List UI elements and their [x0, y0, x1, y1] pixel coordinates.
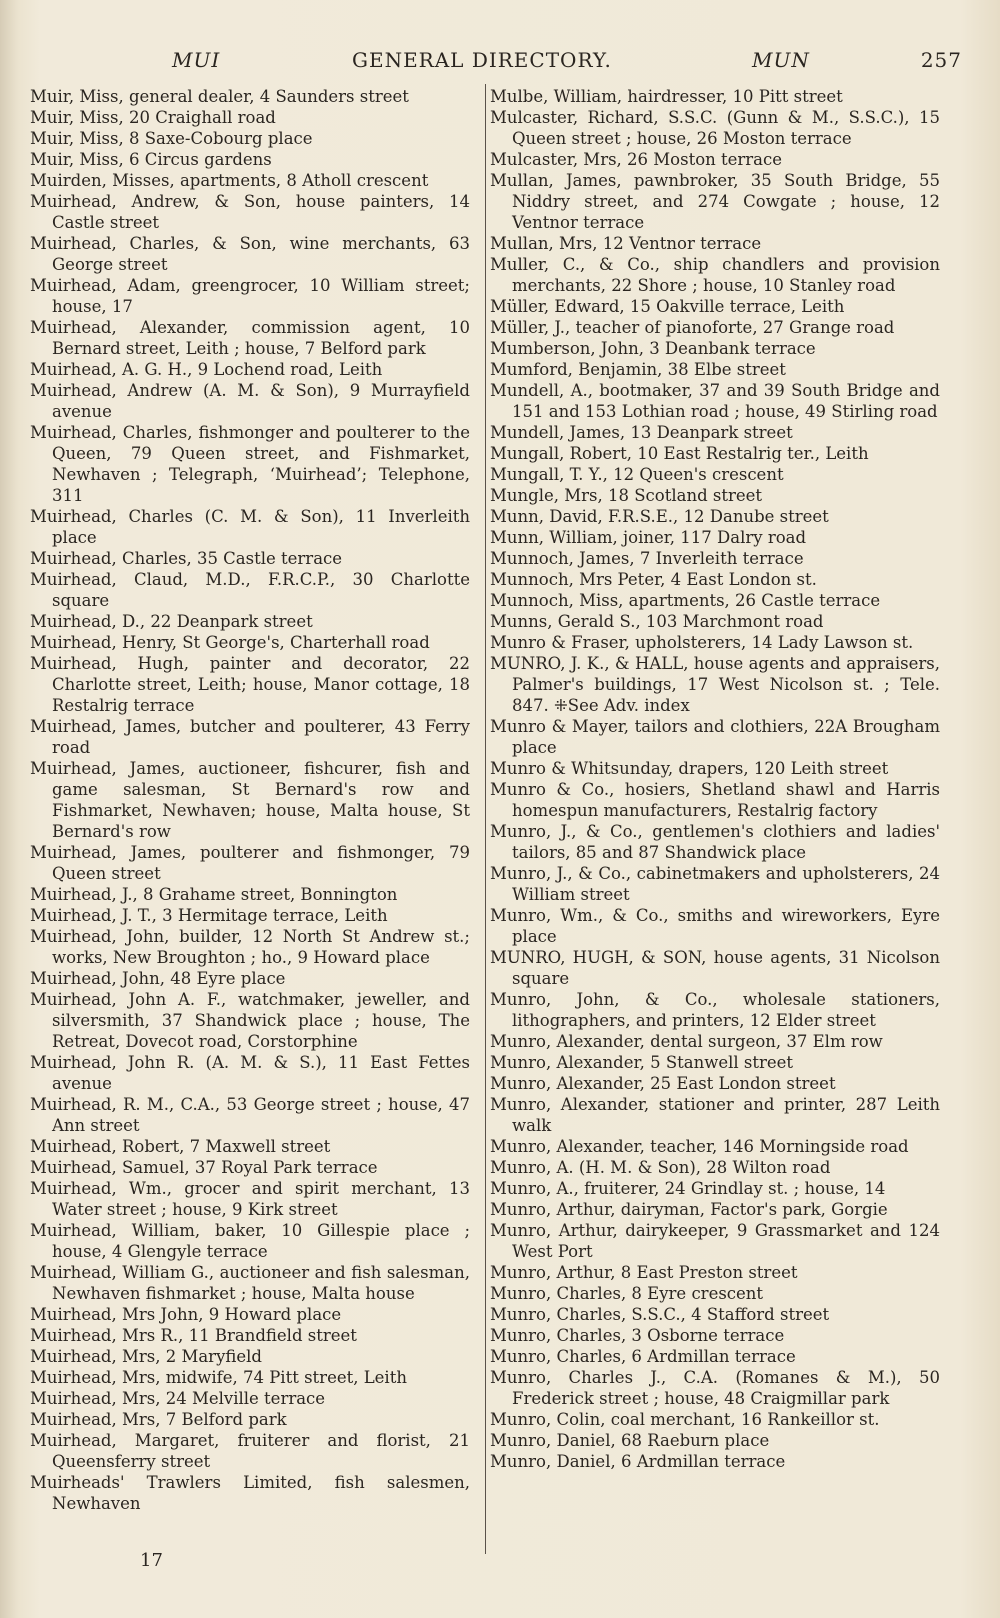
header-right-guide: MUN — [752, 48, 810, 72]
directory-entry: Munnoch, James, 7 Inverleith terrace — [490, 549, 804, 568]
directory-entry: Munro, A., fruiterer, 24 Grindlay st. ; house, 14 — [490, 1179, 886, 1198]
directory-entry: Muirhead, Mrs, 24 Melville terrace — [30, 1389, 326, 1408]
directory-entry: Muirhead, James, poulterer and fishmonger, 79 Queen street — [30, 843, 470, 883]
directory-entry: Muirhead, John, builder, 12 North St Andrew st.; works, New Broughton ; ho., 9 Howard place — [30, 927, 470, 967]
directory-entry: Muirhead, Charles, & Son, wine merchants, 63 George street — [30, 234, 470, 274]
directory-entry: Munro, Charles, S.S.C., 4 Stafford street — [490, 1305, 830, 1324]
header-title: GENERAL DIRECTORY. — [352, 48, 612, 72]
directory-entry: Müller, J., teacher of pianoforte, 27 Grange road — [490, 318, 895, 337]
directory-entry: Mulcaster, Richard, S.S.C. (Gunn & M., S.S.C.), 15 Queen street ; house, 26 Moston terrace — [490, 108, 940, 148]
directory-entry: Muirhead, John, 48 Eyre place — [30, 969, 286, 988]
directory-entry: Munn, William, joiner, 117 Dalry road — [490, 528, 807, 547]
directory-entry: Muirhead, Andrew, & Son, house painters, 14 Castle street — [30, 192, 470, 232]
directory-entry: Munn, David, F.R.S.E., 12 Danube street — [490, 507, 829, 526]
directory-entry: Muirhead, John R. (A. M. & S.), 11 East Fettes avenue — [30, 1053, 470, 1093]
directory-entry: Muirden, Misses, apartments, 8 Atholl crescent — [30, 171, 429, 190]
directory-entry: Mundell, A., bootmaker, 37 and 39 South Bridge and 151 and 153 Lothian road ; house, 49 Stirling road — [490, 381, 940, 421]
directory-entry: MUNRO, J. K., & HALL, house agents and appraisers, Palmer's buildings, 17 West Nicolson st. ; Tele. 847. ⁜See Adv. index — [490, 654, 940, 715]
directory-entry: Munro, Wm., & Co., smiths and wireworkers, Eyre place — [490, 906, 940, 946]
directory-entry: Muirhead, Charles, fishmonger and poulterer to the Queen, 79 Queen street, and Fishmarket, Newhaven ; Telegraph, ‘Muirhead’; Telephone, 311 — [30, 423, 470, 505]
directory-entry: Munro, Charles J., C.A. (Romanes & M.), 50 Frederick street ; house, 48 Craigmillar park — [490, 1368, 940, 1408]
printer-signature: 17 — [140, 1550, 163, 1571]
directory-entry: Muirhead, William G., auctioneer and fish salesman, Newhaven fishmarket ; house, Malta house — [30, 1263, 470, 1303]
directory-entry: Muirhead, Hugh, painter and decorator, 22 Charlotte street, Leith; house, Manor cottage, 18 Restalrig terrace — [30, 654, 470, 715]
directory-entry: Muirhead, Henry, St George's, Charterhall road — [30, 633, 430, 652]
directory-entry: Mungle, Mrs, 18 Scotland street — [490, 486, 763, 505]
directory-entry: Muirhead, Mrs R., 11 Brandfield street — [30, 1326, 357, 1345]
directory-entry: Muirhead, Mrs, 7 Belford park — [30, 1410, 287, 1429]
directory-entry: Muirhead, A. G. H., 9 Lochend road, Leith — [30, 360, 383, 379]
directory-entry: Munro & Mayer, tailors and clothiers, 22A Brougham place — [490, 717, 940, 757]
directory-entry: Muirhead, Claud, M.D., F.R.C.P., 30 Charlotte square — [30, 570, 470, 610]
directory-entry: Mullan, Mrs, 12 Ventnor terrace — [490, 234, 762, 253]
directory-entry: Muirhead, William, baker, 10 Gillespie place ; house, 4 Glengyle terrace — [30, 1221, 470, 1261]
directory-entry: Munns, Gerald S., 103 Marchmont road — [490, 612, 824, 631]
directory-entry: Muirhead, Charles (C. M. & Son), 11 Inverleith place — [30, 507, 470, 547]
directory-entry: Muir, Miss, 6 Circus gardens — [30, 150, 272, 169]
running-header — [32, 48, 962, 76]
directory-entry: Mulcaster, Mrs, 26 Moston terrace — [490, 150, 783, 169]
directory-entry: Munro, Arthur, dairyman, Factor's park, Gorgie — [490, 1200, 888, 1219]
directory-entry: Munro, Charles, 6 Ardmillan terrace — [490, 1347, 796, 1366]
directory-entry: Munro, Daniel, 6 Ardmillan terrace — [490, 1452, 786, 1471]
directory-entry: Munro, Alexander, dental surgeon, 37 Elm row — [490, 1032, 883, 1051]
header-left-guide: MUI — [172, 48, 221, 72]
directory-entry: Munro, Charles, 3 Osborne terrace — [490, 1326, 785, 1345]
directory-entry: Müller, Edward, 15 Oakville terrace, Leith — [490, 297, 845, 316]
directory-entry: Muirheads' Trawlers Limited, fish salesmen, Newhaven — [30, 1473, 470, 1513]
directory-entry: Munro, Daniel, 68 Raeburn place — [490, 1431, 770, 1450]
directory-entry: Muller, C., & Co., ship chandlers and provision merchants, 22 Shore ; house, 10 Stanley road — [490, 255, 940, 295]
directory-entry: Muirhead, James, butcher and poulterer, 43 Ferry road — [30, 717, 470, 757]
directory-entry: Munro, Arthur, 8 East Preston street — [490, 1263, 798, 1282]
column-divider — [485, 84, 486, 1554]
directory-entry: Munnoch, Miss, apartments, 26 Castle terrace — [490, 591, 881, 610]
directory-entry: Munro & Whitsunday, drapers, 120 Leith street — [490, 759, 889, 778]
directory-entry: Munro, J., & Co., gentlemen's clothiers and ladies' tailors, 85 and 87 Shandwick place — [490, 822, 940, 862]
directory-entry: Mungall, T. Y., 12 Queen's crescent — [490, 465, 784, 484]
left-column — [30, 86, 470, 1514]
directory-entry: Muir, Miss, 20 Craighall road — [30, 108, 276, 127]
directory-entry: Muirhead, R. M., C.A., 53 George street ; house, 47 Ann street — [30, 1095, 470, 1135]
directory-entry: Munro, John, & Co., wholesale stationers, lithographers, and printers, 12 Elder street — [490, 990, 940, 1030]
directory-entry: Muirhead, Mrs, midwife, 74 Pitt street, Leith — [30, 1368, 407, 1387]
directory-entry: Muirhead, Margaret, fruiterer and florist, 21 Queensferry street — [30, 1431, 470, 1471]
directory-entry: Muirhead, Samuel, 37 Royal Park terrace — [30, 1158, 378, 1177]
directory-entry: Munro, Alexander, teacher, 146 Morningside road — [490, 1137, 909, 1156]
directory-entry: Muirhead, John A. F., watchmaker, jeweller, and silversmith, 37 Shandwick place ; house, The Retreat, Dovecot road, Corstorphine — [30, 990, 470, 1051]
directory-entry: Muirhead, Mrs, 2 Maryfield — [30, 1347, 262, 1366]
directory-entry: Munro, Charles, 8 Eyre crescent — [490, 1284, 764, 1303]
directory-entry: Muirhead, Charles, 35 Castle terrace — [30, 549, 343, 568]
directory-entry: Muirhead, J. T., 3 Hermitage terrace, Leith — [30, 906, 388, 925]
directory-entry: Munro & Co., hosiers, Shetland shawl and Harris homespun manufacturers, Restalrig factory — [490, 780, 940, 820]
directory-entry: Muir, Miss, general dealer, 4 Saunders street — [30, 87, 409, 106]
directory-entry: Mullan, James, pawnbroker, 35 South Bridge, 55 Niddry street, and 274 Cowgate ; house, 12 Ventnor terrace — [490, 171, 940, 232]
directory-entry: Munro, Alexander, stationer and printer, 287 Leith walk — [490, 1095, 940, 1135]
directory-entry: MUNRO, HUGH, & SON, house agents, 31 Nicolson square — [490, 948, 940, 988]
directory-entry: Muirhead, James, auctioneer, fishcurer, fish and game salesman, St Bernard's row and Fishmarket, Newhaven; house, Malta house, St Bernard's row — [30, 759, 470, 841]
directory-entry: Mulbe, William, hairdresser, 10 Pitt street — [490, 87, 843, 106]
directory-entry: Muirhead, Robert, 7 Maxwell street — [30, 1137, 331, 1156]
directory-entry: Muirhead, Mrs John, 9 Howard place — [30, 1305, 342, 1324]
directory-entry: Munro, Arthur, dairykeeper, 9 Grassmarket and 124 West Port — [490, 1221, 940, 1261]
directory-entry: Mungall, Robert, 10 East Restalrig ter., Leith — [490, 444, 869, 463]
directory-entry: Muirhead, Adam, greengrocer, 10 William street; house, 17 — [30, 276, 470, 316]
right-column — [490, 86, 940, 1472]
directory-entry: Mumford, Benjamin, 38 Elbe street — [490, 360, 786, 379]
directory-entry: Muirhead, Andrew (A. M. & Son), 9 Murrayfield avenue — [30, 381, 470, 421]
directory-entry: Muir, Miss, 8 Saxe-Cobourg place — [30, 129, 313, 148]
directory-entry: Mumberson, John, 3 Deanbank terrace — [490, 339, 816, 358]
directory-entry: Munro, Colin, coal merchant, 16 Rankeillor st. — [490, 1410, 880, 1429]
directory-entry: Munro, J., & Co., cabinetmakers and upholsterers, 24 William street — [490, 864, 940, 904]
directory-entry: Munnoch, Mrs Peter, 4 East London st. — [490, 570, 817, 589]
directory-entry: Munro, A. (H. M. & Son), 28 Wilton road — [490, 1158, 831, 1177]
directory-entry: Munro, Alexander, 25 East London street — [490, 1074, 836, 1093]
directory-entry: Muirhead, D., 22 Deanpark street — [30, 612, 313, 631]
directory-entry: Mundell, James, 13 Deanpark street — [490, 423, 793, 442]
directory-entry: Munro & Fraser, upholsterers, 14 Lady Lawson st. — [490, 633, 914, 652]
directory-entry: Muirhead, Alexander, commission agent, 10 Bernard street, Leith ; house, 7 Belford park — [30, 318, 470, 358]
directory-entry: Muirhead, J., 8 Grahame street, Bonnington — [30, 885, 398, 904]
directory-entry: Munro, Alexander, 5 Stanwell street — [490, 1053, 794, 1072]
page-number: 257 — [920, 48, 962, 72]
directory-entry: Muirhead, Wm., grocer and spirit merchant, 13 Water street ; house, 9 Kirk street — [30, 1179, 470, 1219]
